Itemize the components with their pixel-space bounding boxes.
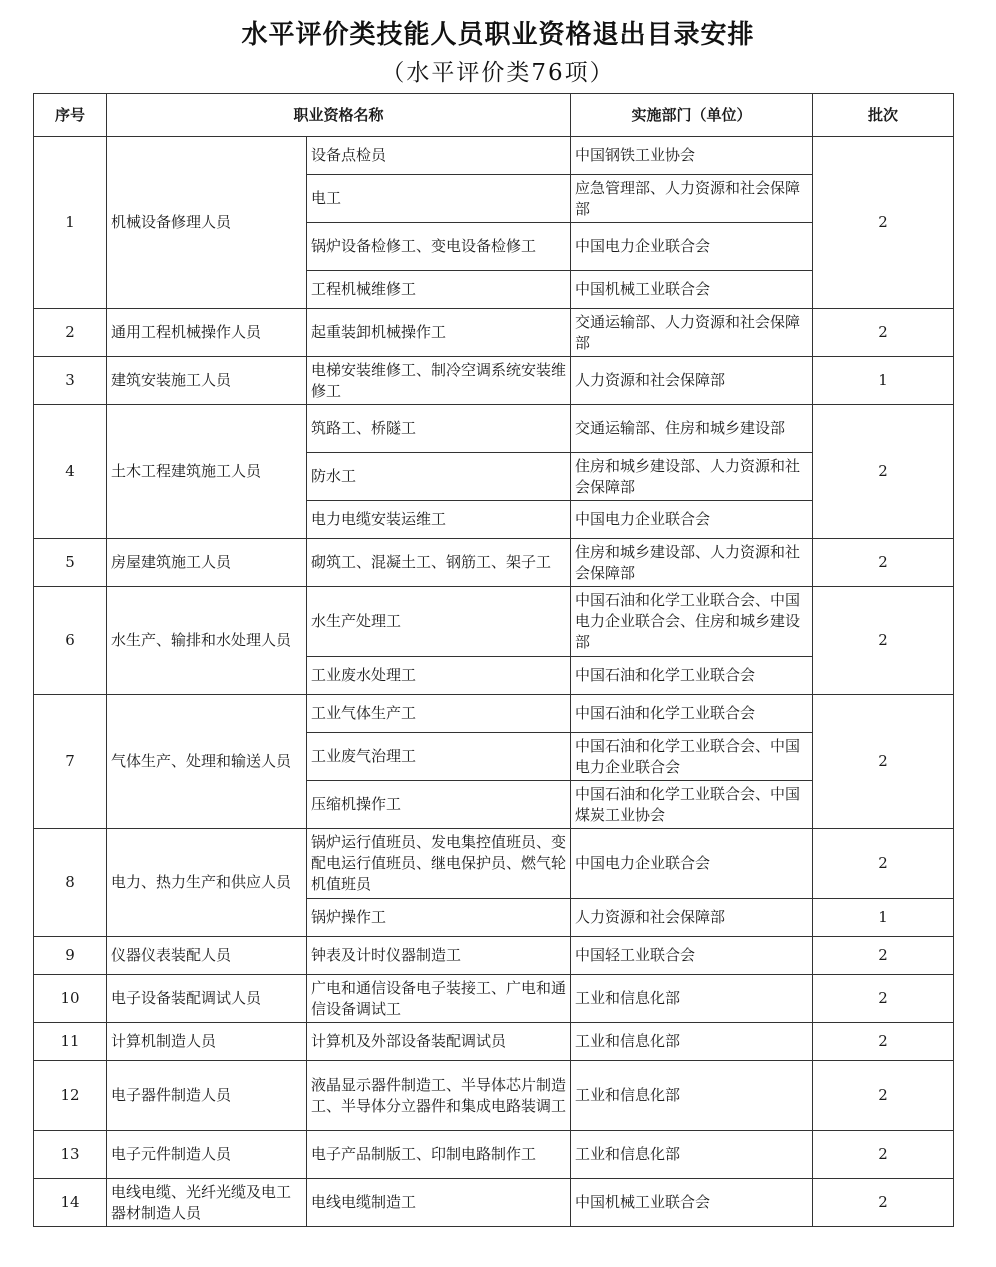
implementing-department: 工业和信息化部 <box>571 1023 813 1061</box>
header-qualification: 职业资格名称 <box>107 94 571 137</box>
qualification-name: 工业废水处理工 <box>307 657 571 695</box>
table-row <box>34 405 954 453</box>
batch-number: 2 <box>813 137 954 309</box>
qualification-name: 电工 <box>307 175 571 223</box>
qualification-name: 电子产品制版工、印制电路制作工 <box>307 1131 571 1179</box>
batch-number: 2 <box>813 975 954 1023</box>
occupation-category: 房屋建筑施工人员 <box>107 539 307 587</box>
batch-number: 2 <box>813 829 954 899</box>
implementing-department: 住房和城乡建设部、人力资源和社会保障部 <box>571 539 813 587</box>
implementing-department: 中国机械工业联合会 <box>571 271 813 309</box>
batch-number: 2 <box>813 309 954 357</box>
occupation-category: 电子元件制造人员 <box>107 1131 307 1179</box>
batch-number: 1 <box>813 357 954 405</box>
qualification-name: 电力电缆安装运维工 <box>307 501 571 539</box>
implementing-department: 中国钢铁工业协会 <box>571 137 813 175</box>
implementing-department: 工业和信息化部 <box>571 1061 813 1131</box>
qualification-name: 锅炉运行值班员、发电集控值班员、变配电运行值班员、继电保护员、燃气轮机值班员 <box>307 829 571 899</box>
implementing-department: 人力资源和社会保障部 <box>571 899 813 937</box>
batch-number: 1 <box>813 899 954 937</box>
batch-number: 2 <box>813 1061 954 1131</box>
implementing-department: 中国石油和化学工业联合会、中国电力企业联合会 <box>571 733 813 781</box>
batch-number: 2 <box>813 1131 954 1179</box>
implementing-department: 交通运输部、住房和城乡建设部 <box>571 405 813 453</box>
implementing-department: 中国电力企业联合会 <box>571 501 813 539</box>
row-number: 5 <box>34 539 107 587</box>
implementing-department: 中国电力企业联合会 <box>571 223 813 271</box>
table-row <box>34 1131 954 1179</box>
qualification-name: 电线电缆制造工 <box>307 1179 571 1227</box>
batch-number: 2 <box>813 937 954 975</box>
table-row <box>34 1061 954 1131</box>
batch-number: 2 <box>813 1023 954 1061</box>
qualification-name: 设备点检员 <box>307 137 571 175</box>
qualification-name: 工业废气治理工 <box>307 733 571 781</box>
implementing-department: 人力资源和社会保障部 <box>571 357 813 405</box>
header-batch: 批次 <box>813 94 954 137</box>
occupation-category: 水生产、输排和水处理人员 <box>107 587 307 695</box>
qualification-name: 水生产处理工 <box>307 587 571 657</box>
occupation-category: 建筑安装施工人员 <box>107 357 307 405</box>
implementing-department: 工业和信息化部 <box>571 1131 813 1179</box>
occupation-category: 通用工程机械操作人员 <box>107 309 307 357</box>
occupation-category: 电力、热力生产和供应人员 <box>107 829 307 937</box>
header-no: 序号 <box>34 94 107 137</box>
occupation-category: 电子设备装配调试人员 <box>107 975 307 1023</box>
header-department: 实施部门（单位） <box>571 94 813 137</box>
table-row <box>34 1023 954 1061</box>
row-number: 6 <box>34 587 107 695</box>
qualification-name: 计算机及外部设备装配调试员 <box>307 1023 571 1061</box>
implementing-department: 交通运输部、人力资源和社会保障部 <box>571 309 813 357</box>
row-number: 13 <box>34 1131 107 1179</box>
table-row <box>34 1179 954 1227</box>
implementing-department: 中国电力企业联合会 <box>571 829 813 899</box>
occupation-category: 气体生产、处理和输送人员 <box>107 695 307 829</box>
table-row <box>34 309 954 357</box>
implementing-department: 中国石油和化学工业联合会、中国煤炭工业协会 <box>571 781 813 829</box>
implementing-department: 应急管理部、人力资源和社会保障部 <box>571 175 813 223</box>
qualification-name: 砌筑工、混凝土工、钢筋工、架子工 <box>307 539 571 587</box>
occupation-category: 仪器仪表装配人员 <box>107 937 307 975</box>
table-row <box>34 829 954 899</box>
page-title: 水平评价类技能人员职业资格退出目录安排 <box>241 20 755 50</box>
qualification-name: 工业气体生产工 <box>307 695 571 733</box>
qualification-name: 锅炉操作工 <box>307 899 571 937</box>
row-number: 9 <box>34 937 107 975</box>
implementing-department: 中国石油和化学工业联合会 <box>571 657 813 695</box>
batch-number: 2 <box>813 405 954 539</box>
batch-number: 2 <box>813 539 954 587</box>
qualification-name: 电梯安装维修工、制冷空调系统安装维修工 <box>307 357 571 405</box>
qualification-name: 筑路工、桥隧工 <box>307 405 571 453</box>
page-subtitle: （水平评价类76项） <box>381 60 615 86</box>
implementing-department: 住房和城乡建设部、人力资源和社会保障部 <box>571 453 813 501</box>
row-number: 10 <box>34 975 107 1023</box>
qualification-name: 广电和通信设备电子装接工、广电和通信设备调试工 <box>307 975 571 1023</box>
occupation-category: 电线电缆、光纤光缆及电工器材制造人员 <box>107 1179 307 1227</box>
batch-number: 2 <box>813 587 954 695</box>
table-row <box>34 937 954 975</box>
qualification-name: 锅炉设备检修工、变电设备检修工 <box>307 223 571 271</box>
table-row <box>34 695 954 733</box>
table-row <box>34 975 954 1023</box>
table-row <box>34 587 954 657</box>
occupation-category: 土木工程建筑施工人员 <box>107 405 307 539</box>
row-number: 7 <box>34 695 107 829</box>
batch-number: 2 <box>813 695 954 829</box>
qualification-name: 液晶显示器件制造工、半导体芯片制造工、半导体分立器件和集成电路装调工 <box>307 1061 571 1131</box>
qualification-name: 钟表及计时仪器制造工 <box>307 937 571 975</box>
table-row <box>34 137 954 175</box>
row-number: 1 <box>34 137 107 309</box>
implementing-department: 中国机械工业联合会 <box>571 1179 813 1227</box>
table-row <box>34 357 954 405</box>
row-number: 14 <box>34 1179 107 1227</box>
occupation-category: 机械设备修理人员 <box>107 137 307 309</box>
implementing-department: 工业和信息化部 <box>571 975 813 1023</box>
row-number: 4 <box>34 405 107 539</box>
implementing-department: 中国轻工业联合会 <box>571 937 813 975</box>
table-row <box>34 539 954 587</box>
implementing-department: 中国石油和化学工业联合会 <box>571 695 813 733</box>
implementing-department: 中国石油和化学工业联合会、中国电力企业联合会、住房和城乡建设部 <box>571 587 813 657</box>
qualification-name: 工程机械维修工 <box>307 271 571 309</box>
table-header-row <box>34 94 954 137</box>
qualification-table <box>33 93 954 1227</box>
qualification-name: 防水工 <box>307 453 571 501</box>
batch-number: 2 <box>813 1179 954 1227</box>
row-number: 8 <box>34 829 107 937</box>
occupation-category: 计算机制造人员 <box>107 1023 307 1061</box>
occupation-category: 电子器件制造人员 <box>107 1061 307 1131</box>
row-number: 3 <box>34 357 107 405</box>
qualification-name: 压缩机操作工 <box>307 781 571 829</box>
qualification-name: 起重装卸机械操作工 <box>307 309 571 357</box>
row-number: 12 <box>34 1061 107 1131</box>
row-number: 11 <box>34 1023 107 1061</box>
row-number: 2 <box>34 309 107 357</box>
